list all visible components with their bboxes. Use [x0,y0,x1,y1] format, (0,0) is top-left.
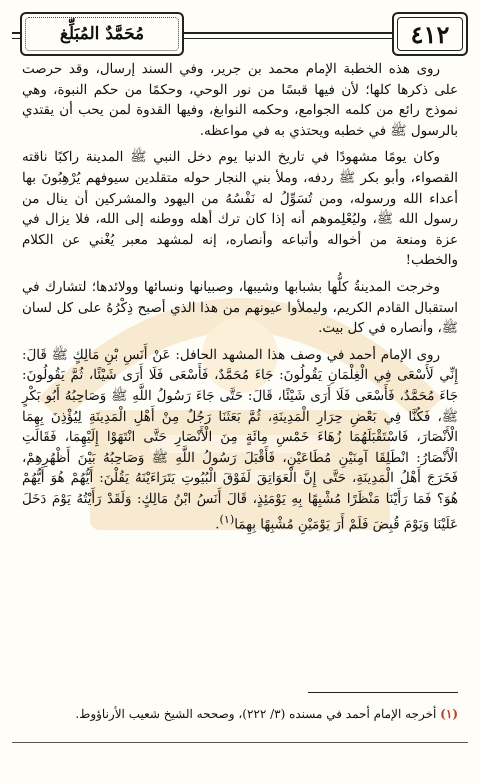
paragraph-1: روى هذه الخطبة الإمام محمد بن جرير، وفي السند إرسال، وقد حرصت على ذكرها كلها؛ لأن فيها قبسًا من نور الوحي، وحكمًا من حكم النبوة، وهي نموذج رائع من كلمه الجوامع، وحكمه النوابغ، وفيها القدوة لمن يحب أن يقتدي بالرسول ﷺ في خطبه ويحتذي به في مواعظه. [22,62,458,139]
bottom-rule [12,742,468,743]
paragraph-3: وخرجت المدينةُ كلُّها بشبابها وشيبها، وصبيانها ونسائها وولائدها؛ لتشارك في استقبال القادم الكريم، وليملأوا عيونهم من هذا الذي أصبح ذِكْرُهُ على كل لسان ﷺ، وأنصاره في كل بيت. [22,279,458,337]
page-number: ٤١٢ [392,12,468,56]
footnote-text: أخرجه الإمام أحمد في مسنده (٣/ ٢٢٢)، وصححه الشيخ شعيب الأرناؤوط. [75,707,437,721]
footnote-rule [308,692,458,693]
page-body [22,60,458,543]
paragraph-2: وكان يومًا مشهودًا في تاريخ الدنيا يوم دخل النبي ﷺ المدينة راكبًا ناقته القصواء، وأبو بكر ﷺ ردفه، وملأ بني النجار حوله متقلدين سيوفهم يُرْهِبُونَ بها أعداء الله ورسوله، ومن تُسَوِّلُ له نَفْسُهُ من اليهود والمشركين أن ينال من رسول الله ﷺ، وليُعْلِموهم أنه إذا كان ترك أهله ووطنه إلى الله، فلا يزال في عزة ومنعة من أخواله وأتباعه وأنصاره، إنه لمشهد معبر يُغْني عن الكلام والخطب! [22,150,458,269]
page-header [12,10,468,58]
running-title: مُحَمَّدٌ المُبَلِّغ [20,12,184,56]
footnote-number: (١) [440,707,458,721]
paragraph-4-hadith: روى الإمام أحمد في وصف هذا المشهد الحافل: عَنْ أَنَسِ بْنِ مَالِكٍ ﷺ قَالَ: إِنِّي لَأَسْعَى فِي الْغِلْمَانِ يَقُولُونَ: جَاءَ مُحَمَّدٌ، فَأَسْعَى فَلَا أَرَى شَيْئًا، ثُمَّ يَقُولُونَ: جَاءَ مُحَمَّدٌ، فَأَسْعَى فَلَا أَرَى شَيْئًا، قَالَ: حَتَّى جَاءَ رَسُولُ اللَّهِ ﷺ وَصَاحِبُهُ أَبُو بَكْرٍ ﷺ، فَكُنَّا فِي بَعْضِ حِرَارِ الْمَدِينَةِ، ثُمَّ بَعَثَنَا رَجُلٌ مِنْ أَهْلِ الْمَدِينَةِ لِيُؤْذِنَ بِهِمَا الْأَنْصَارَ، فَاسْتَقْبَلَهُمَا زُهَاءَ خَمْسِ مِائَةٍ مِنَ الْأَنْصَارِ حَتَّى انْتَهَوْا إِلَيْهِمَا، فَقَالَتِ الْأَنْصَارُ: انْطَلِقَا آمِنَيْنِ مُطَاعَيْنِ، فَأَقْبَلَ رَسُولُ اللَّهِ ﷺ وَصَاحِبُهُ بَيْنَ أَظْهُرِهِمْ، فَخَرَجَ أَهْلُ الْمَدِينَةِ، حَتَّى إِنَّ الْعَوَاتِقَ لَفَوْقَ الْبُيُوتِ يَتَرَاءَيْنَهُ يَقُلْنَ: أَيُّهُمْ هُوَ أَيُّهُمْ هُوَ؟ فَمَا رَأَيْنَا مَنْظَرًا مُشْبِهًا بِهِ يَوْمَئِذٍ، قَالَ أَنَسُ ابْنُ مَالِكٍ: وَلَقَدْ رَأَيْتُهُ يَوْمَ دَخَلَ عَلَيْنَا وَيَوْمَ قُبِضَ فَلَمْ أَرَ يَوْمَيْنِ مُشْبِهًا بِهِمَا$^{(١)}$. [22,347,458,533]
footnote [22,705,458,723]
hadith-text: روى الإمام أحمد في وصف هذا المشهد الحافل: عَنْ أَنَسِ بْنِ مَالِكٍ ﷺ قَالَ: إِنِّي لَأَسْعَى فِي الْغِلْمَانِ يَقُولُونَ: جَاءَ مُحَمَّدٌ، فَأَسْعَى فَلَا أَرَى شَيْئًا، ثُمَّ يَقُولُونَ: جَاءَ مُحَمَّدٌ، فَأَسْعَى فَلَا أَرَى شَيْئًا، قَالَ: حَتَّى جَاءَ رَسُولُ اللَّهِ ﷺ وَصَاحِبُهُ أَبُو بَكْرٍ ﷺ، فَكُنَّا فِي بَعْضِ حِرَارِ الْمَدِينَةِ، ثُمَّ بَعَثَنَا رَجُلٌ مِنْ أَهْلِ الْمَدِينَةِ لِيُؤْذِنَ بِهِمَا الْأَنْصَارَ، فَاسْتَقْبَلَهُمَا زُهَاءَ خَمْسِ مِائَةٍ مِنَ الْأَنْصَارِ حَتَّى انْتَهَوْا إِلَيْهِمَا، فَقَالَتِ الْأَنْصَارُ: انْطَلِقَا آمِنَيْنِ مُطَاعَيْنِ، فَأَقْبَلَ رَسُولُ اللَّهِ ﷺ وَصَاحِبُهُ بَيْنَ أَظْهُرِهِمْ، فَخَرَجَ أَهْلُ الْمَدِينَةِ، حَتَّى إِنَّ الْعَوَاتِقَ لَفَوْقَ الْبُيُوتِ يَتَرَاءَيْنَهُ يَقُلْنَ: أَيُّهُمْ هُوَ أَيُّهُمْ هُوَ؟ فَمَا رَأَيْنَا مَنْظَرًا مُشْبِهًا بِهِ يَوْمَئِذٍ، قَالَ أَنَسُ ابْنُ مَالِكٍ: وَلَقَدْ رَأَيْتُهُ يَوْمَ دَخَلَ عَلَيْنَا وَيَوْمَ قُبِضَ فَلَمْ أَرَ يَوْمَيْنِ مُشْبِهًا بِهِمَا [22,347,458,533]
footnote-marker[interactable]: (١) [219,513,235,527]
